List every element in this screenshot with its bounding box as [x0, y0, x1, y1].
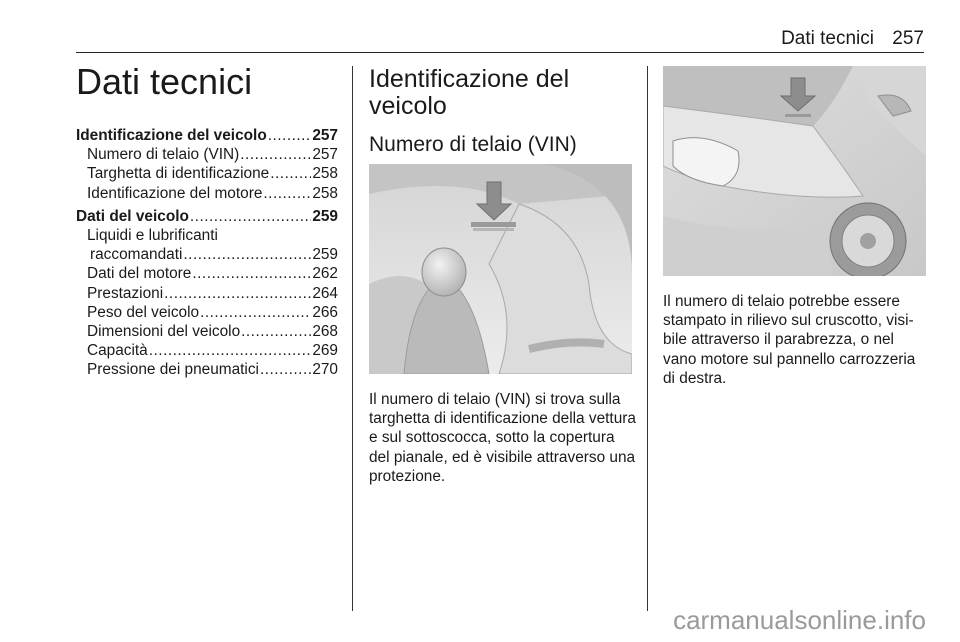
toc-leader-dots: [268, 126, 312, 145]
chapter-toc-column: [76, 60, 338, 380]
column-divider-2: [647, 66, 648, 611]
toc-entry-label: Liquidi e lubrificanti: [87, 227, 218, 245]
toc-entry-label: Targhetta di identificazione: [87, 165, 270, 183]
toc-entry[interactable]: [76, 322, 338, 341]
toc-entry[interactable]: [76, 184, 338, 203]
toc-entry-page: 259: [312, 246, 338, 264]
toc-entry-label: Dimensioni del veicolo: [87, 323, 241, 341]
toc-entry-label: Dati del motore: [87, 265, 192, 283]
toc-entry[interactable]: [76, 145, 338, 164]
toc-leader-dots: [183, 245, 311, 264]
toc-leader-dots: [240, 145, 311, 164]
chapter-title: Dati tecnici: [76, 61, 253, 102]
toc-entry[interactable]: [76, 226, 338, 245]
toc-entry[interactable]: [76, 264, 338, 283]
toc-chapter-entry[interactable]: [76, 207, 338, 226]
toc-leader-dots: [263, 184, 311, 203]
toc-chapter-entry[interactable]: [76, 126, 338, 145]
toc-entry[interactable]: [76, 303, 338, 322]
section-paragraph-2: Il numero di telaio potrebbe essere stampato in rilievo sul cruscotto, visi-bile attraverso il parabrezza, o nel vano motore sul pannello carrozzeria di destra.: [663, 293, 916, 387]
toc-entry-page: 257: [312, 146, 338, 164]
toc-entry-page: 268: [312, 323, 338, 341]
section-header: [369, 66, 632, 168]
page-number: 257: [892, 28, 924, 49]
toc-entry-label: Peso del veicolo: [87, 303, 200, 321]
toc-entry-page: 258: [312, 165, 338, 183]
toc-leader-dots: [241, 322, 311, 341]
vin-windscreen-location-illustration: [663, 66, 926, 276]
toc-entry-label: Prestazioni: [87, 284, 164, 302]
toc-entry-page: 257: [312, 127, 338, 144]
vin-floor-location-illustration: [369, 164, 632, 374]
toc-entry[interactable]: [76, 360, 338, 379]
subsection-title: Numero di telaio (VIN): [369, 133, 577, 156]
header-rule: [76, 52, 924, 53]
toc-entry[interactable]: [76, 245, 338, 264]
toc-entry-label: raccomandati: [90, 246, 183, 264]
toc-entry-label: Dati del veicolo: [76, 207, 189, 225]
toc-entry-label: Numero di telaio (VIN): [87, 146, 240, 164]
toc-leader-dots: [149, 341, 312, 360]
source-watermark: carmanualsonline.info: [673, 605, 926, 635]
toc-entry-page: 269: [312, 342, 338, 360]
toc-entry-page: 270: [312, 361, 338, 379]
running-header-title: Dati tecnici: [781, 28, 874, 49]
toc-leader-dots: [164, 284, 311, 303]
column-divider-1: [352, 66, 353, 611]
toc-entry[interactable]: [76, 164, 338, 183]
toc-entry-page: 258: [312, 184, 338, 202]
section-paragraph-1: Il numero di telaio (VIN) si trova sulla targhetta di identificazione della vettura e sul sottoscocca, sotto la copertura del pianale, ed è visibile attraverso una protezione.: [369, 391, 636, 485]
toc-entry-label: Capacità: [87, 342, 148, 360]
toc-entry-page: 266: [312, 303, 338, 321]
toc-entry-label: Pressione dei pneumatici: [87, 361, 259, 379]
toc-leader-dots: [190, 207, 311, 226]
toc-leader-dots: [260, 360, 311, 379]
table-of-contents: [76, 126, 338, 380]
toc-leader-dots: [200, 303, 311, 322]
toc-leader-dots: [270, 164, 311, 183]
toc-entry-label: Identificazione del veicolo: [76, 127, 267, 144]
toc-entry[interactable]: [76, 284, 338, 303]
toc-entry-page: 262: [312, 265, 338, 283]
toc-entry-page: 259: [312, 207, 338, 225]
toc-entry-page: 264: [312, 284, 338, 302]
toc-entry[interactable]: [76, 341, 338, 360]
section-title: Identificazione del veicolo: [369, 65, 570, 120]
toc-leader-dots: [192, 264, 311, 283]
toc-entry-label: Identificazione del motore: [87, 184, 263, 202]
